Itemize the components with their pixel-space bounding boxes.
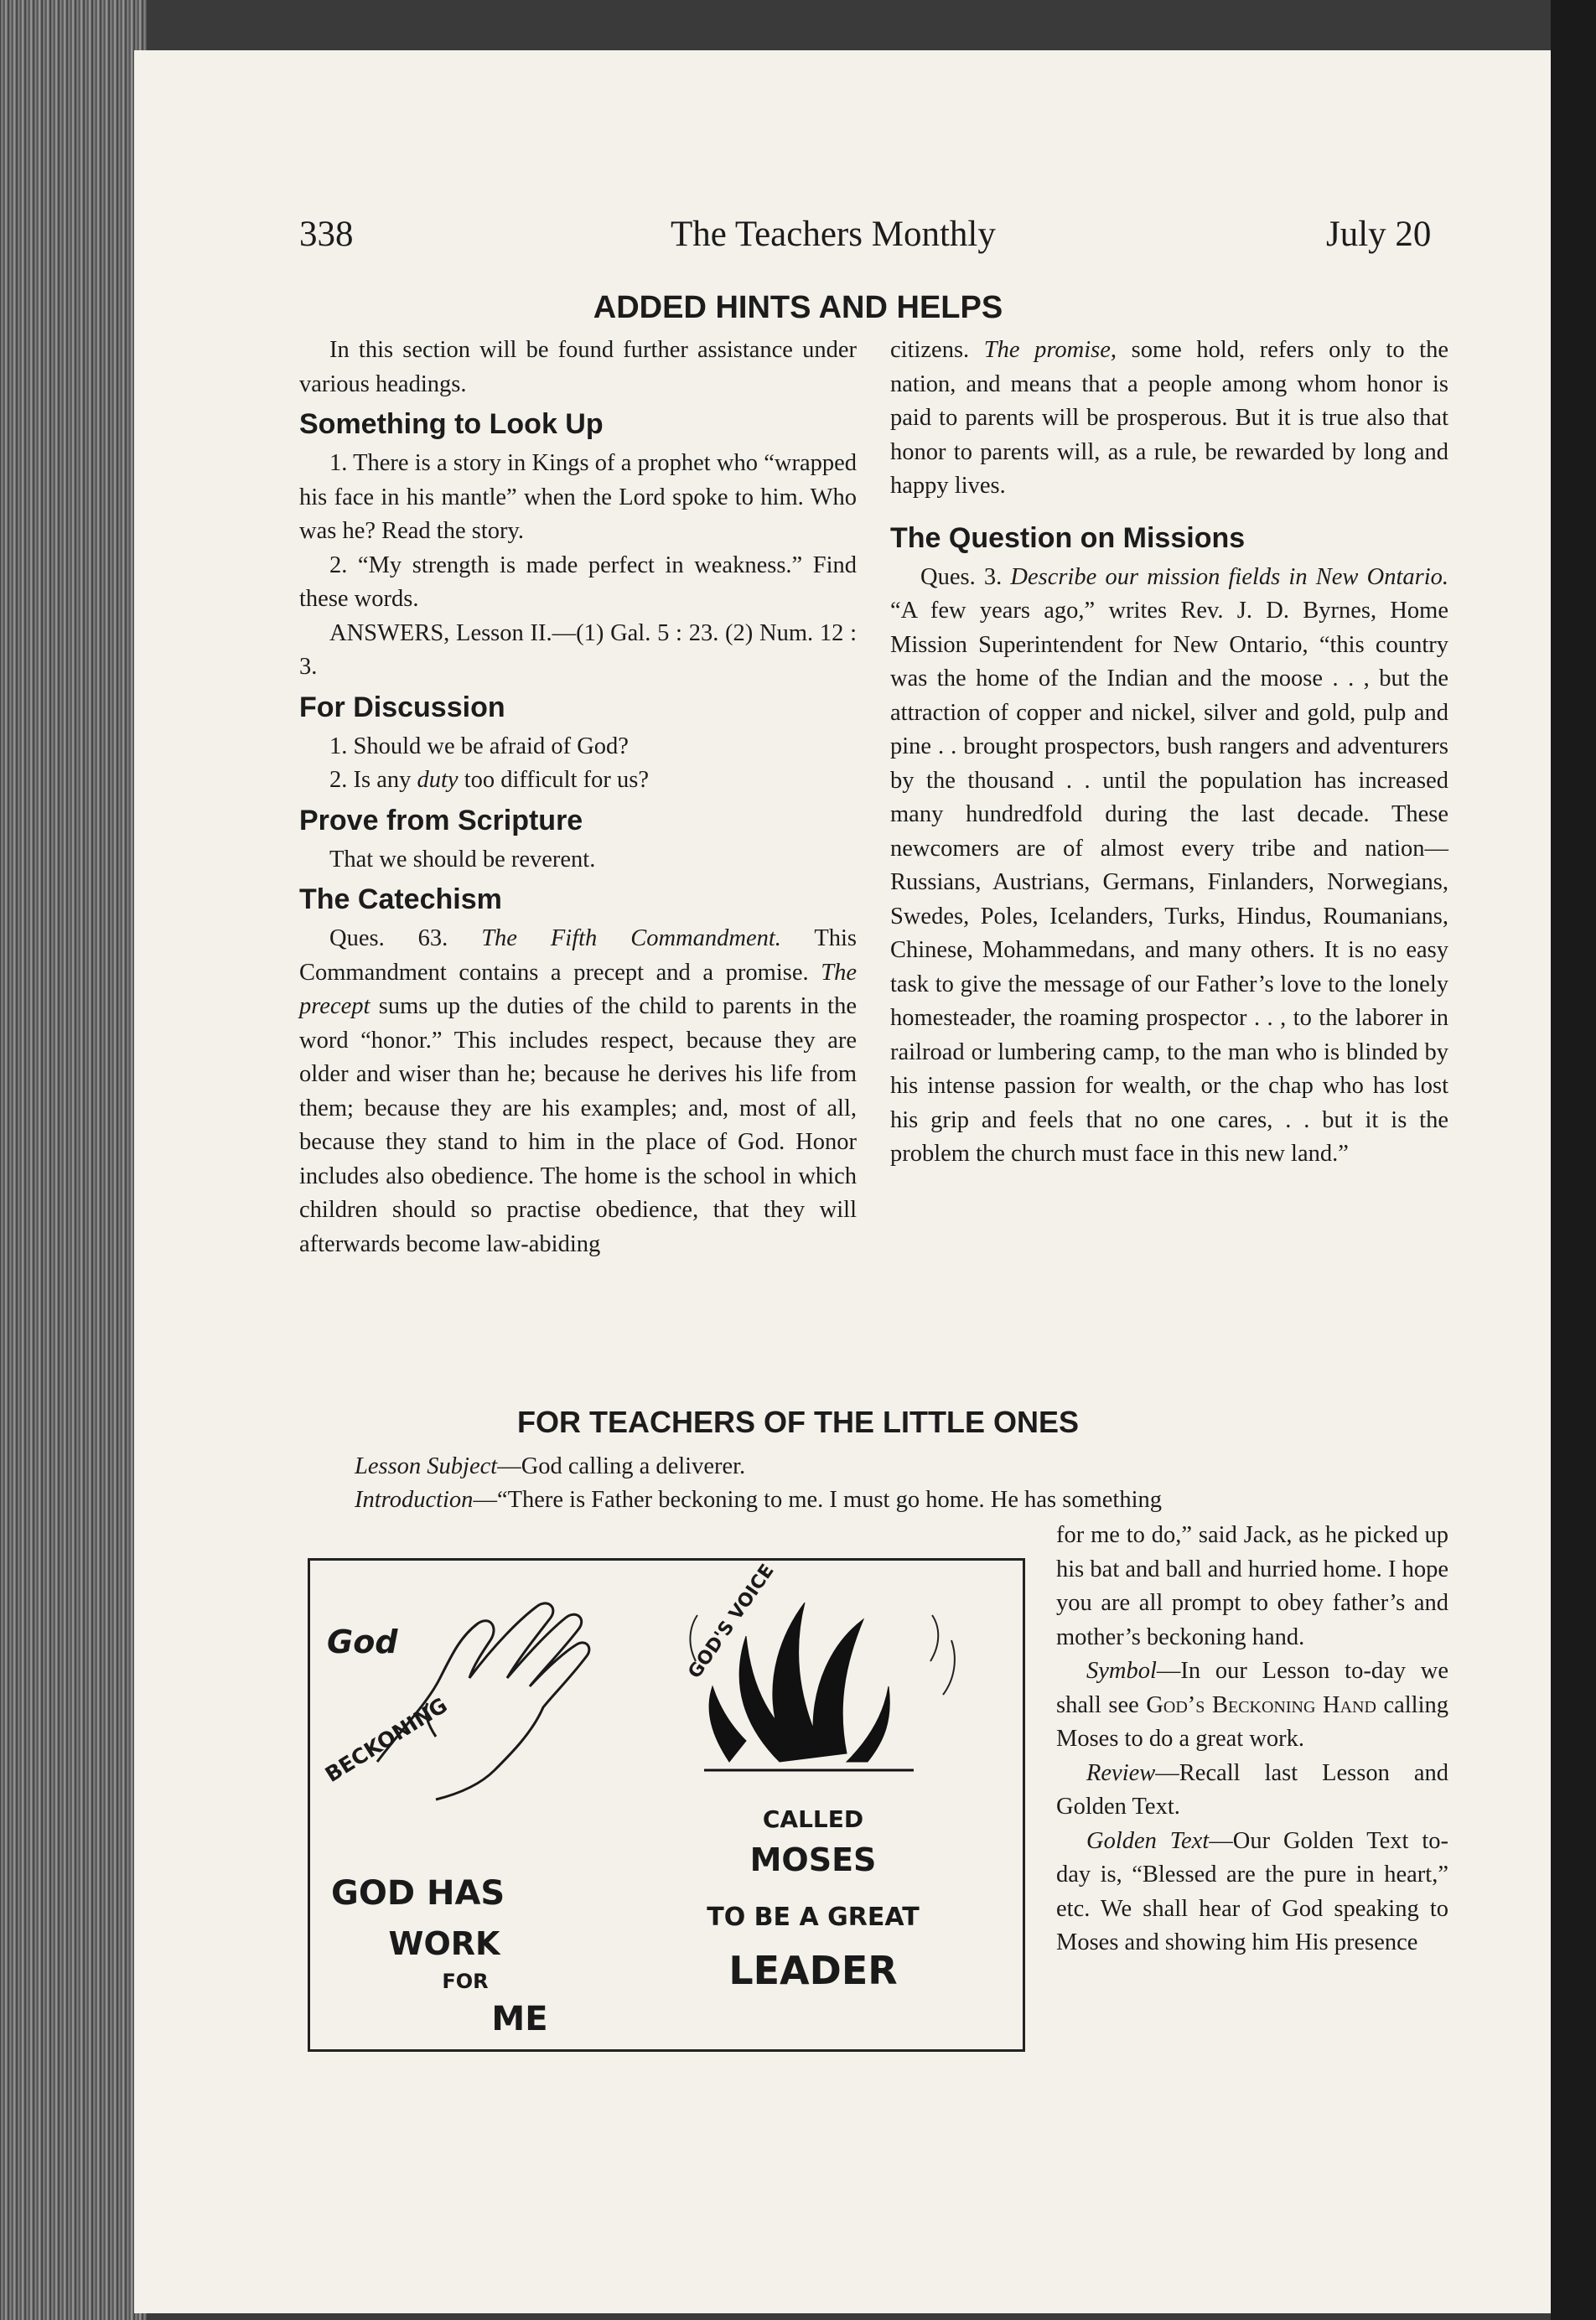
text-run: “A few years ago,” writes Rev. J. D. Byrnes, Home Mission Superintendent for New Ontario, “this country was the home of the Indian and the moose . . , but the attraction of copper and nickel, silver and gold, pulp and pine . . brought prospectors, bush rangers and adventurers by the thousand . . until the population has increased many hundredfold during the last decade. These newcomers are of almost every tribe and nation—Russians, Austrians, Germans, Finlanders, Norwegians, Swedes, Poles, Icelanders, Turks, Hindus, Roumanians, Chinese, Mohammedans, and many others. It is no easy task to give the message of our Father’s love to the lonely homesteader, the roaming prospector . . , to the laborer in railroad or lumbering camp, to the man who is blinded by his intense passion for wealth, or the chap who has lost his grip and feels that no one cares, . . but it is the problem the church must face in this new land.” (890, 598, 1448, 1167)
heading-discussion: For Discussion (299, 691, 505, 723)
page-number: 338 (299, 215, 354, 254)
introduction-continued: for me to do,” said Jack, as he picked up his bat and ball and hurried home. I hope you are all prompt to obey father’s and mother’s beckoning hand. (1056, 1522, 1448, 1650)
label-beckoning: BECKONING (320, 1692, 452, 1788)
label-for: FOR (442, 1970, 489, 1993)
label-to-be-a-great: TO BE A GREAT (707, 1903, 920, 1932)
text-run: Ques. 3. (920, 563, 1011, 590)
label-god-has: GOD HAS (331, 1874, 505, 1913)
label-leader: LEADER (728, 1948, 898, 1993)
intro-paragraph: In this section will be found further assistance under various headings. (299, 337, 857, 397)
look-up-question-2: 2. “My strength is made perfect in weakness.” Find these words. (299, 552, 857, 612)
label-called: CALLED (762, 1805, 864, 1833)
text-run: —God calling a deliverer. (497, 1453, 746, 1479)
text-run: Ques. 63. (329, 925, 482, 951)
label-work: WORK (388, 1925, 500, 1962)
lesson-illustration (308, 1558, 1025, 2052)
continuation-paragraph (890, 334, 1448, 504)
little-ones-wrap-text (1056, 1519, 1448, 1960)
text-run: —Our Golden Text to-day is, “Blessed are the pure in heart,” etc. We shall hear of God speaking to Moses and showing him His presence (1056, 1827, 1448, 1955)
discussion-question-2 (299, 764, 857, 798)
label-god: God (327, 1623, 398, 1660)
discussion-question-1: 1. Should we be afraid of God? (329, 733, 629, 759)
text-run: —In our Lesson to-day we shall see (1056, 1658, 1448, 1718)
label: Golden Text (1086, 1827, 1210, 1854)
text-run: This Commandment contains a precept and a promise. (299, 925, 857, 986)
catechism-paragraph (299, 922, 857, 1261)
introduction-line (355, 1484, 1448, 1518)
emphasis: duty (417, 767, 459, 793)
text-run: some hold, refers only to the nation, and means that a people among whom honor is paid to parents will be prosperous. But it is true also that honor to parents will, as a rule, be rewarded by long and happy lives. (890, 337, 1449, 499)
right-column (890, 334, 1448, 1172)
issue-date: July 20 (1326, 215, 1432, 254)
emphasis: The promise, (983, 337, 1117, 363)
text-run: calling Moses to do a great work. (1056, 1691, 1449, 1752)
journal-title: The Teachers Monthly (671, 215, 996, 254)
text-run: too difficult for us? (458, 767, 649, 793)
text-run: 2. Is any (329, 767, 417, 793)
section-title: ADDED HINTS AND HELPS (593, 290, 1003, 325)
label-gods-voice: GOD'S VOICE (684, 1561, 779, 1683)
heading-missions: The Question on Missions (890, 521, 1246, 554)
left-column (299, 334, 857, 1261)
golden-text-paragraph (1056, 1825, 1448, 1960)
text-run: —“There is Father beckoning to me. I must go home. He has something (473, 1487, 1163, 1513)
text-run: citizens. (890, 337, 984, 363)
emphasis: Describe our mission fields in New Ontario. (1010, 563, 1448, 590)
answers-paragraph: ANSWERS, Lesson II.—(1) Gal. 5 : 23. (2) Num. 12 : 3. (299, 619, 857, 680)
missions-paragraph (890, 561, 1448, 1172)
text-run: —Recall last Lesson and Golden Text. (1056, 1759, 1448, 1820)
text-run: sums up the duties of the child to parents in the word “honor.” This includes respect, because they are older and wiser than he; because he derives his life from them; because they are his examples; and, most of all, because they stand to him in the place of God. Honor includes also obedience. The home is the school in which children should so practise obedience, that they will afterwards become law-abiding (299, 993, 857, 1257)
review-paragraph (1056, 1757, 1448, 1825)
heading-catechism: The Catechism (299, 883, 502, 915)
heading-prove: Prove from Scripture (299, 804, 583, 836)
prove-text: That we should be reverent. (329, 846, 596, 873)
beckoning-hand-icon (377, 1603, 589, 1800)
book-page-edge (0, 0, 147, 2320)
symbol-paragraph (1056, 1655, 1448, 1757)
label-moses: MOSES (749, 1841, 877, 1878)
label: Introduction (355, 1487, 474, 1513)
emphasis: The precept (299, 959, 857, 1019)
heading-look-up: Something to Look Up (299, 408, 604, 440)
small-caps-text: God’s Beckoning Hand (1146, 1691, 1376, 1718)
little-ones-title: FOR TEACHERS OF THE LITTLE ONES (516, 1405, 1079, 1439)
label: Review (1086, 1759, 1156, 1786)
lesson-subject (355, 1450, 1444, 1484)
label: Lesson Subject (355, 1453, 498, 1479)
emphasis: The Fifth Commandment. (481, 925, 781, 951)
label: Symbol (1086, 1658, 1157, 1684)
illustration-drawing (310, 1561, 1023, 2049)
book-binding-edge (1551, 0, 1596, 2320)
label-me: ME (491, 2000, 548, 2038)
look-up-question-1: 1. There is a story in Kings of a prophet who “wrapped his face in his mantle” when the Lord spoke to him. Who was he? Read the story. (299, 450, 857, 544)
